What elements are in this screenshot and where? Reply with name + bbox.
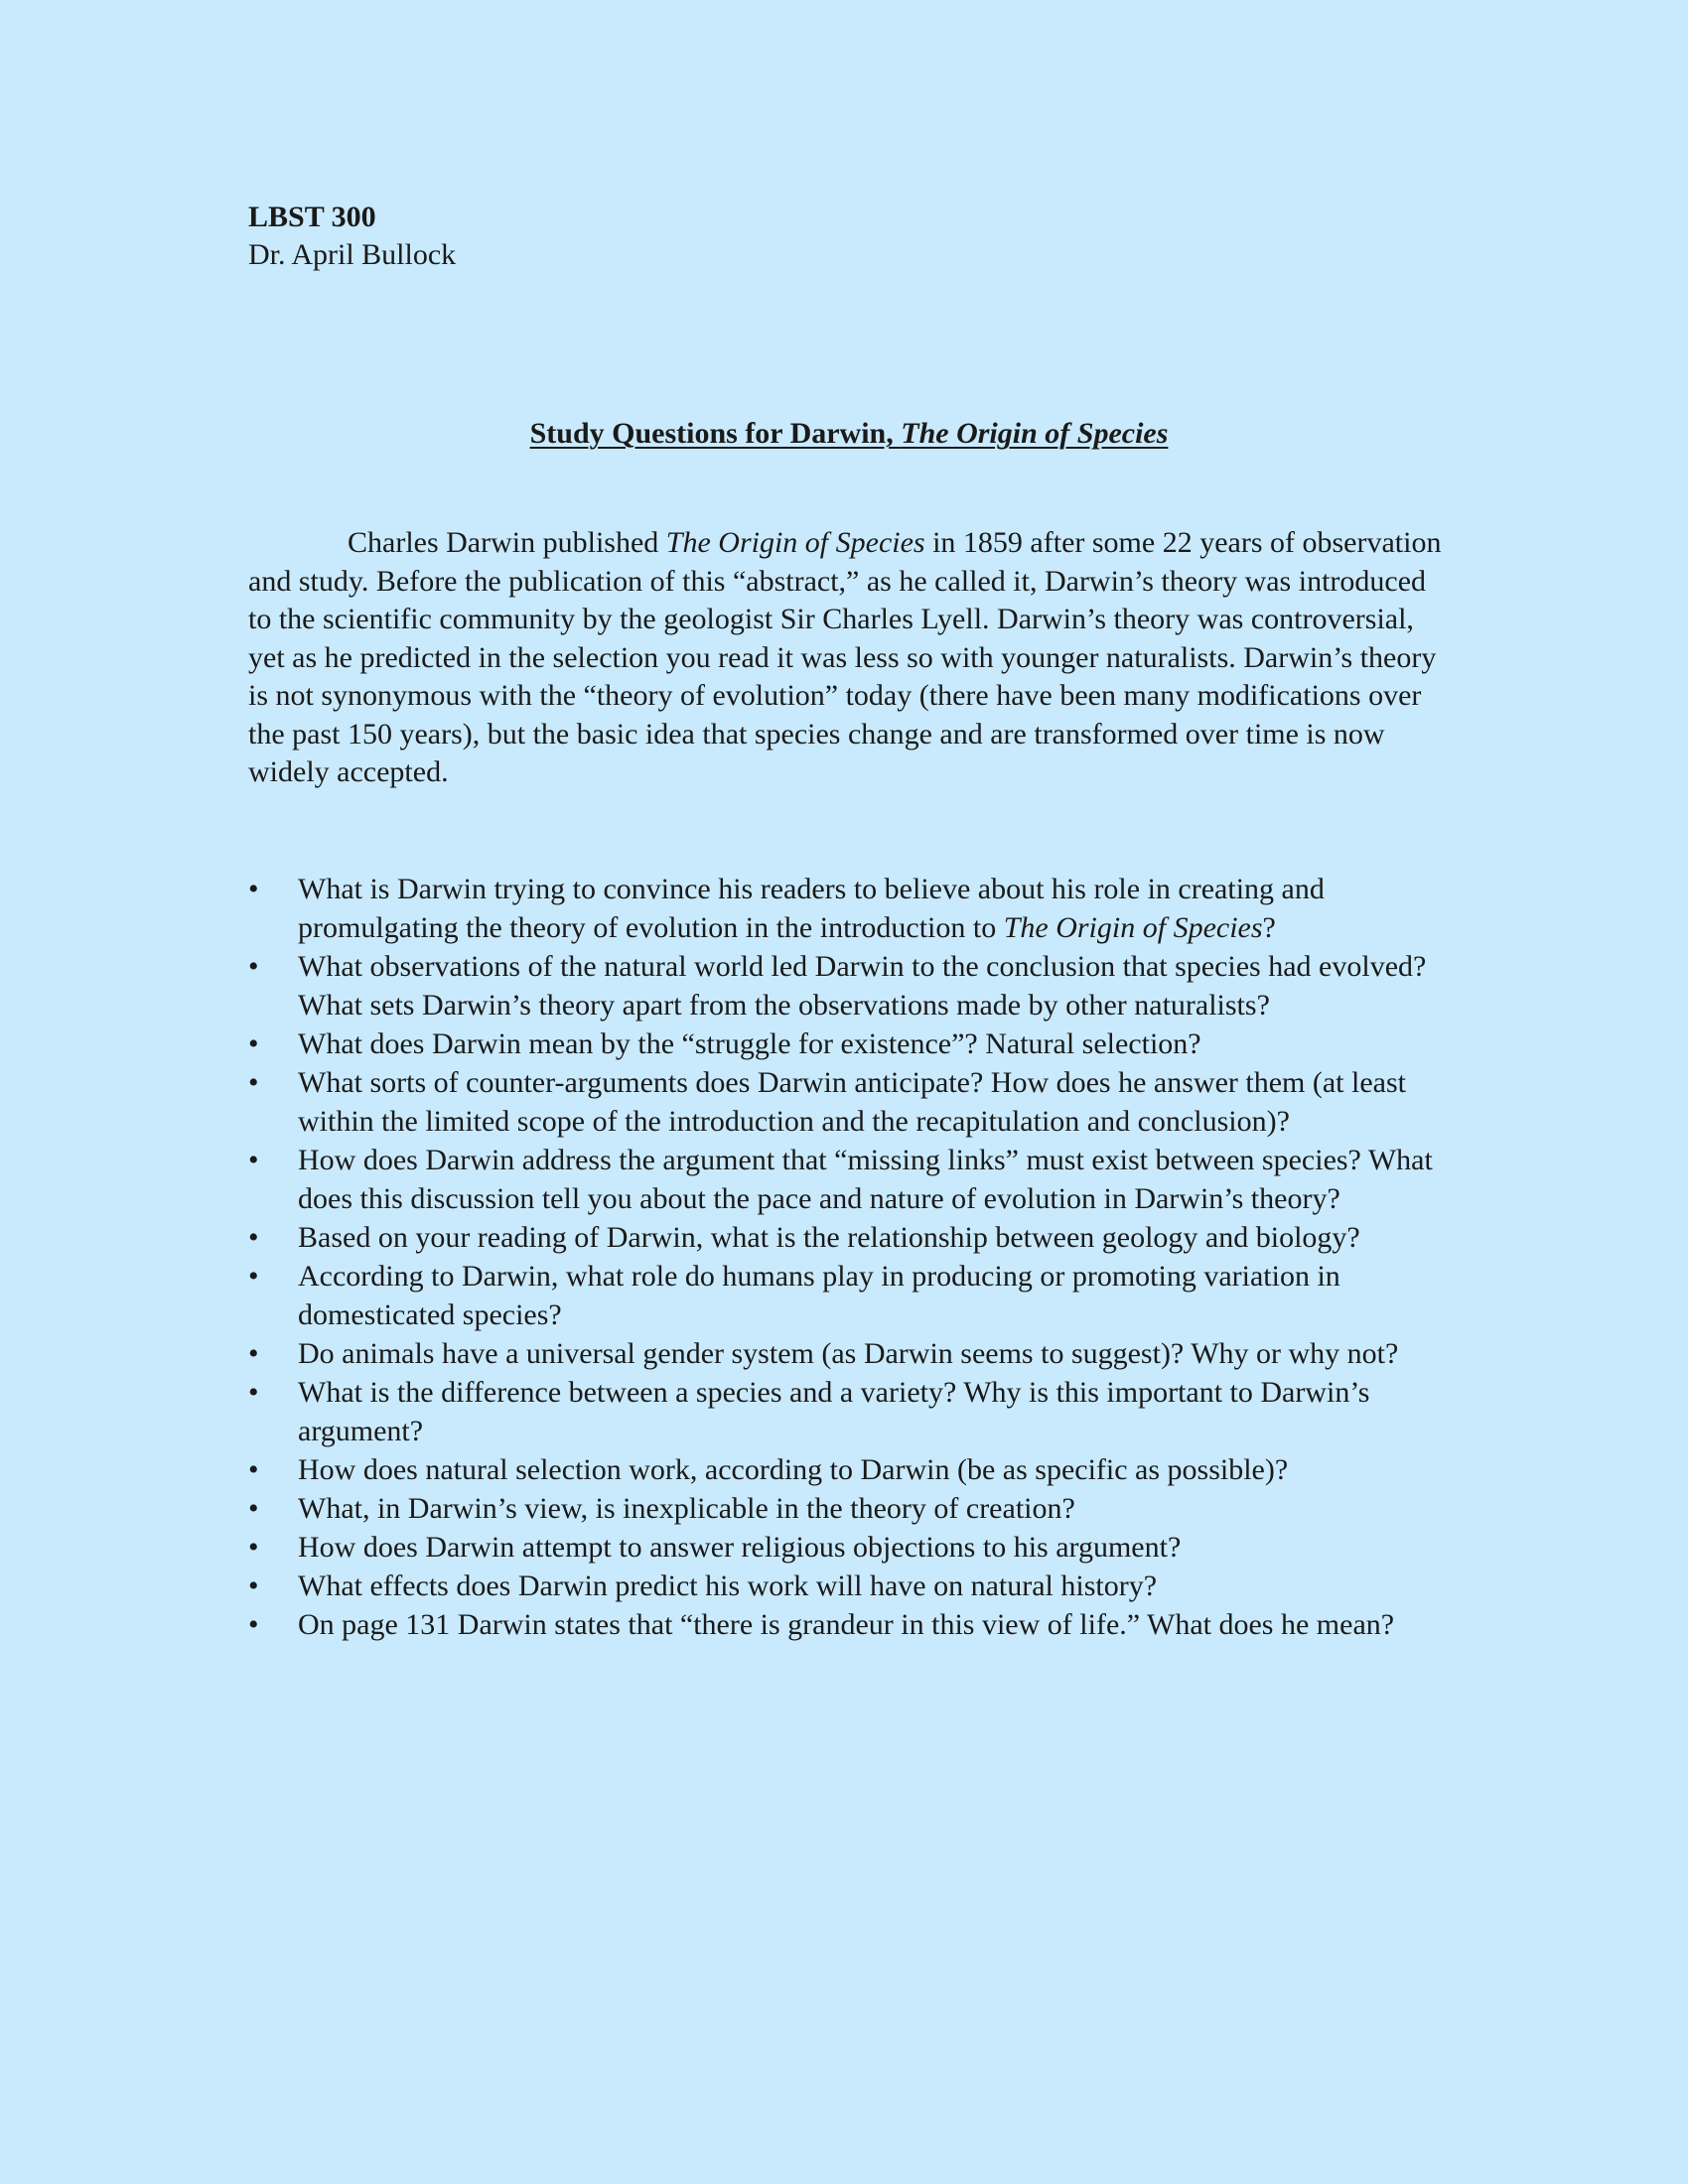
question-text: What observations of the natural world led Darwin to the conclusion that species had evolved? What sets Darwin’s theory apart from the observations made by other naturalists? (298, 949, 1427, 1022)
intro-paragraph (248, 524, 1450, 792)
study-question (248, 947, 1450, 1024)
bullet-icon: • (248, 1607, 259, 1641)
document-title (248, 415, 1450, 453)
bullet-icon: • (248, 1220, 259, 1254)
study-question (248, 1257, 1450, 1334)
intro-after-book: in 1859 after some 22 years of observation and study. Before the publication of this “abstract,” as he called it, Darwin’s theory was introduced to the scientific community by the geologist Sir Charles Lyell. Darwin’s theory was controversial, yet as he predicted in the selection you read it was less so with younger naturalists. Darwin’s theory is not synonymous with the “theory of evolution” today (there have been many modifications over the past 150 years), but the basic idea that species change and are transformed over time is now widely accepted. (248, 526, 1442, 788)
title-prefix: Study Questions for Darwin, (529, 417, 902, 450)
intro-before-book: Charles Darwin published (348, 526, 666, 559)
study-question (248, 870, 1450, 947)
study-question (248, 1141, 1450, 1218)
study-question (248, 1567, 1450, 1605)
bullet-icon: • (248, 949, 259, 983)
course-code: LBST 300 (248, 201, 376, 233)
question-text: What does Darwin mean by the “struggle for existence”? Natural selection? (298, 1026, 1201, 1060)
title-book: The Origin of Species (901, 417, 1169, 450)
study-questions-list (248, 870, 1450, 1644)
question-text: How does natural selection work, according to Darwin (be as specific as possible)? (298, 1452, 1289, 1486)
bullet-icon: • (248, 1065, 259, 1099)
bullet-icon: • (248, 1336, 259, 1370)
bullet-icon: • (248, 1259, 259, 1293)
study-question (248, 1024, 1450, 1063)
question-text: How does Darwin attempt to answer religious objections to his argument? (298, 1530, 1182, 1564)
question-text: What effects does Darwin predict his work will have on natural history? (298, 1569, 1158, 1602)
study-question (248, 1605, 1450, 1644)
question-text: What is the difference between a species and a variety? Why is this important to Darwin’s argument? (298, 1375, 1370, 1447)
bullet-icon: • (248, 1491, 259, 1525)
question-text: On page 131 Darwin states that “there is grandeur in this view of life.” What does he mean? (298, 1607, 1395, 1641)
question-text: What is Darwin trying to convince his readers to believe about his role in creating and promulgating the theory of evolution in the introduction to (298, 872, 1325, 944)
question-text: What sorts of counter-arguments does Darwin anticipate? How does he answer them (at least within the limited scope of the introduction and the recapitulation and conclusion)? (298, 1065, 1406, 1138)
question-text: How does Darwin address the argument that “missing links” must exist between species? What does this discussion tell you about the pace and nature of evolution in Darwin’s theory? (298, 1143, 1433, 1215)
intro-book-title: The Origin of Species (665, 526, 925, 559)
study-question (248, 1373, 1450, 1450)
study-question (248, 1528, 1450, 1567)
question-text: Based on your reading of Darwin, what is the relationship between geology and biology? (298, 1220, 1360, 1254)
study-question (248, 1218, 1450, 1257)
document-page (248, 199, 1450, 1644)
question-text: Do animals have a universal gender system (as Darwin seems to suggest)? Why or why not? (298, 1336, 1399, 1370)
bullet-icon: • (248, 1569, 259, 1602)
bullet-icon: • (248, 872, 259, 905)
study-question (248, 1063, 1450, 1141)
bullet-icon: • (248, 1452, 259, 1486)
study-question (248, 1334, 1450, 1373)
bullet-icon: • (248, 1026, 259, 1060)
bullet-icon: • (248, 1530, 259, 1564)
study-question (248, 1450, 1450, 1489)
question-text: What, in Darwin’s view, is inexplicable in the theory of creation? (298, 1491, 1075, 1525)
question-book-title: The Origin of Species (1003, 910, 1263, 944)
bullet-icon: • (248, 1375, 259, 1409)
question-text-end: ? (1262, 910, 1276, 944)
question-text: According to Darwin, what role do humans play in producing or promoting variation in domesticated species? (298, 1259, 1340, 1331)
instructor-name: Dr. April Bullock (248, 238, 457, 271)
study-question (248, 1489, 1450, 1528)
bullet-icon: • (248, 1143, 259, 1176)
